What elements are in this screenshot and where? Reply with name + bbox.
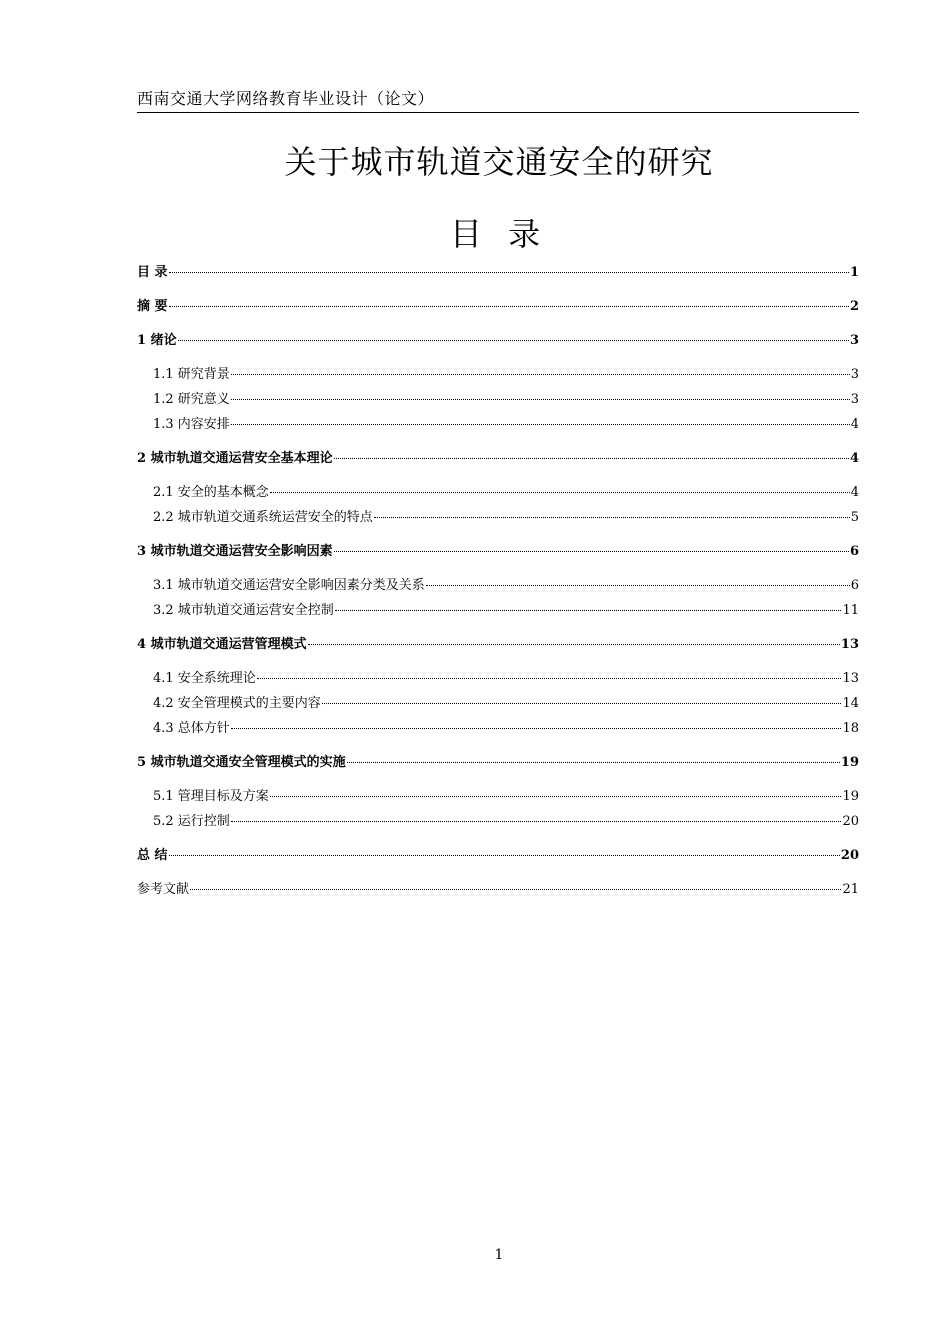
toc-entry[interactable] (137, 450, 859, 468)
page-number: 1 (494, 1247, 504, 1263)
toc-entry-page: 3 (850, 392, 859, 407)
toc-entry-label: 2.2 城市轨道交通系统运营安全的特点 (153, 510, 373, 525)
toc-leader (426, 585, 850, 586)
toc-subentry[interactable] (137, 577, 859, 595)
toc-entry-page: 3 (850, 367, 859, 382)
toc-entry[interactable] (137, 264, 859, 282)
toc-leader (347, 762, 840, 763)
toc-leader (322, 703, 842, 704)
toc-entry-label: 总 结 (137, 848, 168, 863)
toc-leader (257, 678, 842, 679)
toc-entry-label: 3.2 城市轨道交通运营安全控制 (153, 603, 334, 618)
toc-entry[interactable] (137, 298, 859, 316)
toc-leader (169, 855, 840, 856)
toc-entry-label: 参考文献 (137, 882, 190, 897)
toc-subentry[interactable] (137, 366, 859, 384)
toc-subentry[interactable] (137, 391, 859, 409)
toc-entry-page: 3 (849, 333, 859, 348)
toc-entry-label: 4.3 总体方针 (153, 721, 230, 736)
toc-leader (231, 424, 850, 425)
toc-entry-label: 1.2 研究意义 (153, 392, 230, 407)
toc-subentry[interactable] (137, 602, 859, 620)
toc-leader (231, 374, 850, 375)
toc-entry-label: 1 绪论 (137, 333, 177, 348)
document-title: 关于城市轨道交通安全的研究 (284, 143, 714, 181)
toc-entry-page: 20 (842, 814, 859, 829)
toc-entry-page: 21 (842, 882, 859, 897)
toc-entry-page: 19 (840, 755, 859, 770)
toc-entry-page: 20 (840, 848, 859, 863)
table-of-contents (137, 264, 859, 906)
toc-entry-label: 5 城市轨道交通安全管理模式的实施 (137, 755, 346, 770)
toc-entry-label: 5.2 运行控制 (153, 814, 230, 829)
toc-subentry[interactable] (137, 695, 859, 713)
toc-entry-label: 2 城市轨道交通运营安全基本理论 (137, 451, 333, 466)
toc-entry[interactable] (137, 332, 859, 350)
toc-subentry[interactable] (137, 670, 859, 688)
toc-entry-label: 1.1 研究背景 (153, 367, 230, 382)
toc-leader (374, 517, 850, 518)
toc-entry-label: 1.3 内容安排 (153, 417, 230, 432)
toc-entry-page: 6 (849, 544, 859, 559)
toc-subentry[interactable] (137, 484, 859, 502)
toc-entry-page: 4 (849, 451, 859, 466)
toc-entry[interactable] (137, 881, 859, 899)
toc-leader (231, 399, 850, 400)
toc-entry-label: 2.1 安全的基本概念 (153, 485, 269, 500)
toc-entry-label: 4 城市轨道交通运营管理模式 (137, 637, 307, 652)
toc-entry-page: 19 (842, 789, 859, 804)
toc-subentry[interactable] (137, 720, 859, 738)
toc-entry-label: 4.1 安全系统理论 (153, 671, 256, 686)
toc-leader (231, 821, 842, 822)
toc-heading: 目 录 (449, 215, 549, 253)
toc-entry-page: 4 (850, 485, 859, 500)
toc-entry-page: 6 (850, 578, 859, 593)
toc-entry-label: 3 城市轨道交通运营安全影响因素 (137, 544, 333, 559)
toc-leader (231, 728, 842, 729)
toc-leader (335, 610, 842, 611)
toc-entry-page: 1 (849, 265, 859, 280)
toc-entry[interactable] (137, 543, 859, 561)
toc-entry-page: 14 (842, 696, 859, 711)
toc-entry-label: 4.2 安全管理模式的主要内容 (153, 696, 321, 711)
toc-entry-label: 摘 要 (137, 299, 168, 314)
toc-leader (334, 458, 849, 459)
toc-entry[interactable] (137, 847, 859, 865)
toc-entry-label: 目 录 (137, 265, 168, 280)
toc-subentry[interactable] (137, 416, 859, 434)
toc-leader (334, 551, 849, 552)
toc-entry-page: 5 (850, 510, 859, 525)
toc-leader (270, 492, 850, 493)
toc-leader (270, 796, 842, 797)
toc-subentry[interactable] (137, 788, 859, 806)
toc-leader (169, 306, 849, 307)
toc-subentry[interactable] (137, 813, 859, 831)
toc-entry[interactable] (137, 636, 859, 654)
toc-entry-page: 4 (850, 417, 859, 432)
page-header: 西南交通大学网络教育毕业设计（论文） (137, 88, 859, 113)
toc-entry-label: 3.1 城市轨道交通运营安全影响因素分类及关系 (153, 578, 425, 593)
toc-subentry[interactable] (137, 509, 859, 527)
toc-leader (169, 272, 849, 273)
toc-entry[interactable] (137, 754, 859, 772)
toc-entry-label: 5.1 管理目标及方案 (153, 789, 269, 804)
toc-entry-page: 18 (842, 721, 859, 736)
toc-entry-page: 13 (840, 637, 859, 652)
toc-leader (178, 340, 849, 341)
toc-leader (190, 889, 841, 890)
toc-entry-page: 2 (849, 299, 859, 314)
toc-leader (308, 644, 840, 645)
toc-entry-page: 13 (842, 671, 859, 686)
toc-entry-page: 11 (842, 603, 859, 618)
